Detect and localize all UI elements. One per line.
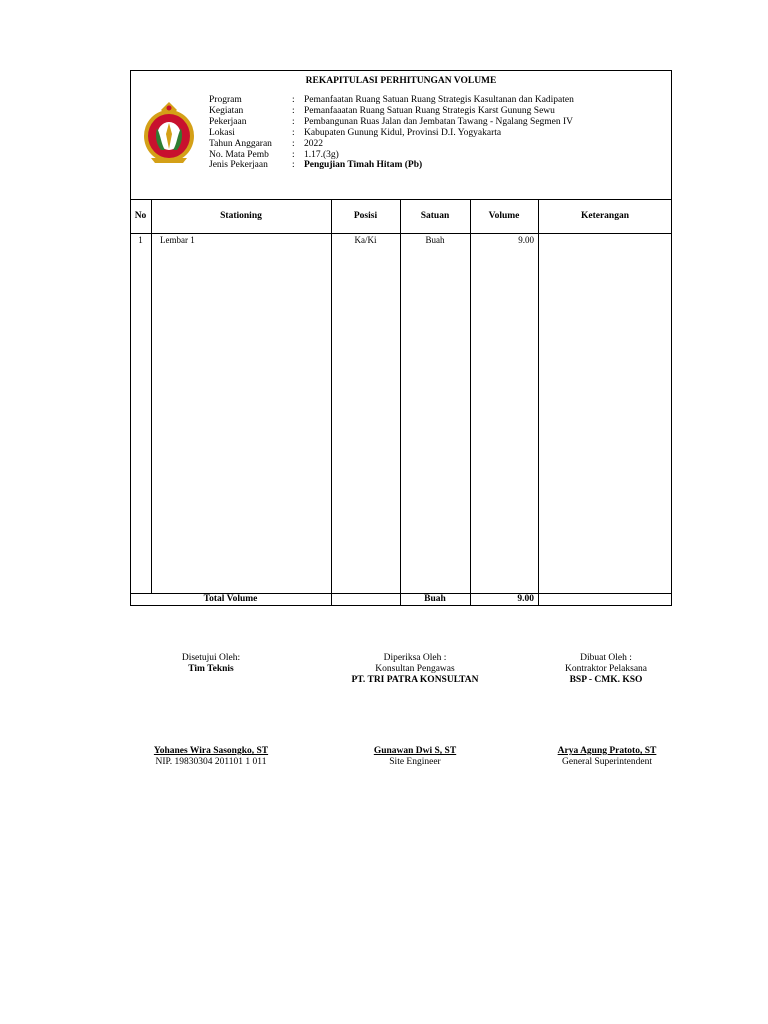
cell-satuan: Buah (425, 235, 445, 245)
info-separator: : (292, 127, 295, 138)
info-separator: : (292, 138, 295, 149)
signatory-name: Yohanes Wira Sasongko, ST (153, 746, 269, 756)
info-value: 1.17.(3g) (304, 149, 339, 160)
info-label: Kegiatan (209, 105, 244, 116)
sig-company: BSP - CMK. KSO (569, 674, 643, 685)
signatory-title: General Superintendent (562, 756, 652, 767)
info-separator: : (292, 105, 295, 116)
signatory-right (507, 746, 707, 768)
info-value: 2022 (304, 138, 323, 149)
sig-org: Kontraktor Pelaksana (564, 663, 648, 674)
info-value: Kabupaten Gunung Kidul, Provinsi D.I. Yogyakarta (304, 127, 502, 138)
header-satuan: Satuan (420, 211, 450, 221)
info-value: Pemanfaaatan Ruang Satuan Ruang Strategis Karst Gunung Sewu (304, 105, 555, 116)
info-label: Program (209, 95, 242, 105)
info-value: Pengujian Timah Hitam (Pb) (304, 160, 423, 171)
cell-no: 1 (138, 235, 143, 245)
header-bottom-border (130, 233, 672, 234)
info-label: Tahun Anggaran (209, 138, 272, 149)
sig-role: Disetujui Oleh: (181, 653, 241, 663)
info-label: Jenis Pekerjaan (209, 160, 268, 171)
info-separator: : (292, 95, 295, 105)
signatory-title: NIP. 19830304 201101 1 011 (155, 756, 267, 767)
info-row-tahun-anggaran (209, 139, 574, 150)
signature-block-checked (315, 653, 515, 685)
signature-block-made (506, 653, 706, 685)
info-row-jenis-pekerjaan (209, 160, 574, 171)
header-posisi: Posisi (353, 211, 378, 221)
info-row-pekerjaan (209, 117, 574, 128)
header-keterangan: Keterangan (580, 211, 630, 221)
cell-volume: 9.00 (518, 235, 534, 245)
signatory-left (111, 746, 311, 768)
sig-company: PT. TRI PATRA KONSULTAN (351, 674, 479, 685)
info-value: Pembangunan Ruas Jalan dan Jembatan Tawang - Ngalang Segmen IV (304, 116, 574, 127)
total-volume-value: 9.00 (517, 594, 534, 604)
info-value: Pemanfaatan Ruang Satuan Ruang Strategis Kasultanan dan Kadipaten (304, 95, 574, 105)
header-no: No (134, 211, 147, 221)
info-row-kegiatan (209, 106, 574, 117)
info-separator: : (292, 160, 295, 171)
info-separator: : (292, 149, 295, 160)
info-label: No. Mata Pemb (209, 149, 269, 160)
yogyakarta-emblem-icon (139, 96, 199, 166)
info-label: Pekerjaan (209, 116, 247, 127)
col-divider-stationing (331, 199, 332, 606)
signatory-name: Arya Agung Pratoto, ST (557, 746, 657, 756)
signatory-name: Gunawan Dwi S, ST (373, 746, 457, 756)
report-title: REKAPITULASI PERHITUNGAN VOLUME (305, 76, 497, 86)
col-divider-volume (538, 199, 539, 606)
header-volume: Volume (488, 211, 520, 221)
cell-stationing: Lembar 1 (160, 235, 195, 245)
info-row-mata-pemb (209, 150, 574, 161)
total-satuan: Buah (424, 594, 446, 604)
total-volume-label: Total Volume (203, 594, 258, 604)
header-stationing: Stationing (220, 211, 262, 221)
col-divider-posisi (400, 199, 401, 606)
col-divider-no (151, 199, 152, 594)
cell-posisi: Ka/Ki (354, 235, 377, 245)
info-row-program (209, 95, 574, 106)
project-info (209, 95, 574, 171)
info-separator: : (292, 116, 295, 127)
signatory-middle (315, 746, 515, 768)
sig-org: Tim Teknis (188, 663, 234, 674)
info-row-lokasi (209, 128, 574, 139)
info-label: Lokasi (209, 127, 235, 138)
table-top-border (130, 199, 672, 200)
sig-role: Dibuat Oleh : (580, 653, 632, 663)
signature-block-approved (111, 653, 311, 675)
sig-role: Diperiksa Oleh : (383, 653, 447, 663)
signatory-title: Site Engineer (389, 756, 441, 767)
col-divider-satuan (470, 199, 471, 606)
sig-org: Konsultan Pengawas (375, 663, 455, 674)
